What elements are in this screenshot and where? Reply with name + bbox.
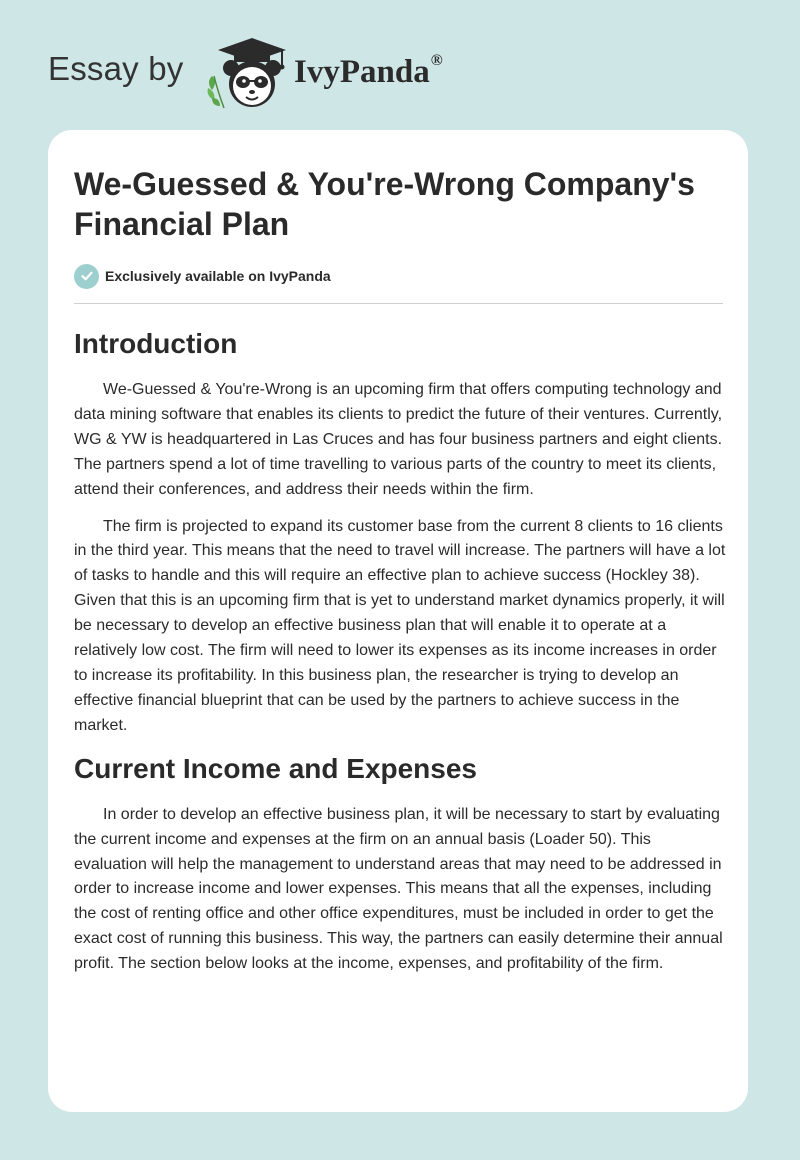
section-heading-introduction: Introduction (74, 328, 238, 359)
paragraph: The firm is projected to expand its customer base from the current 8 clients to 16 clients in the third year. This means that the need to travel will increase. The partners will have a lot of tasks to handle and this will require an effective plan to achieve success (Hockley 38). Given that this is an upcoming firm that is yet to understand market dynamics properly, it will be necessary to develop an effective business plan that will enable it to operate at a relatively low cost. The firm will need to lower its expenses as its income increases in order to increase its profitability. In this business plan, the researcher is trying to develop an effective financial blueprint that can be used by the partners to achieve success in the market. (74, 517, 726, 734)
site-header (48, 36, 548, 108)
paragraph: In order to develop an effective business plan, it will be necessary to start by evaluating the current income and expenses at the firm on an annual basis (Loader 50). This evaluation will help the management to understand areas that may need to be addressed in order to increase income and lower expenses. This means that all the expenses, including the cost of renting office and other office expenditures, must be included in order to get the exact cost of running this business. This way, the partners can easily determine their annual profit. The section below looks at the income, expenses, and profitability of the firm. (74, 805, 723, 973)
essay-body (74, 324, 726, 977)
essay-by-label: Essay by (48, 50, 184, 87)
check-circle-icon (74, 264, 99, 289)
panda-graduate-logo-icon[interactable] (200, 36, 290, 110)
exclusive-badge (74, 263, 331, 289)
brand-name[interactable]: IvyPanda® (294, 52, 443, 90)
page-title: We-Guessed & You're-Wrong Company's Financial Plan (74, 166, 695, 242)
essay-card (48, 130, 748, 1112)
badge-label: Exclusively available on IvyPanda (105, 268, 331, 284)
divider (74, 303, 723, 304)
registered-mark: ® (430, 52, 443, 69)
paragraph: We-Guessed & You're-Wrong is an upcoming firm that offers computing technology and data mining software that enables its clients to predict the future of their ventures. Currently, WG & YW is headquartered in Las Cruces and has four business partners and eight clients. The partners spend a lot of time travelling to various parts of the country to meet its clients, attend their conferences, and address their needs within the firm. (74, 381, 723, 498)
section-heading-current-income-and-expenses: Current Income and Expenses (74, 752, 478, 784)
